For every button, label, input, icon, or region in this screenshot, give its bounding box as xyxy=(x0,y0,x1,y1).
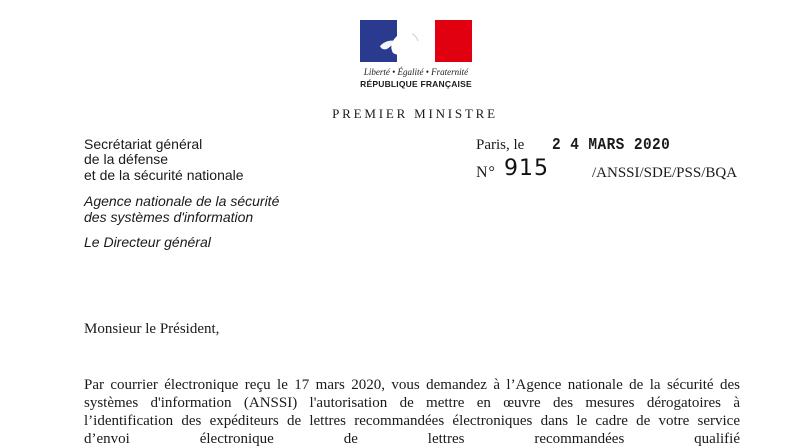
handwritten-letter-number: 915 xyxy=(504,156,549,181)
body-text-line: l’identification des expéditeurs de lettres recommandées électroniques dans le cadre de votre service xyxy=(84,413,740,429)
date-stamp: 2 4 MARS 2020 xyxy=(552,136,671,155)
number-prefix: N° xyxy=(476,164,496,181)
republic-name: RÉPUBLIQUE FRANÇAISE xyxy=(360,79,472,89)
agency-line: Agence nationale de la sécurité xyxy=(84,193,280,209)
agency-line: des systèmes d'information xyxy=(84,209,254,225)
place-label: Paris, le xyxy=(476,137,525,153)
sender-line: et de la sécurité nationale xyxy=(84,167,244,183)
republique-francaise-logo xyxy=(357,20,475,94)
reference-code: /ANSSI/SDE/PSS/BQA xyxy=(592,165,738,181)
ministry-heading: PREMIER MINISTRE xyxy=(332,106,498,121)
sender-title: Le Directeur général xyxy=(84,234,211,250)
body-text-line: d’envoi électronique de lettres recommandées qualifié xyxy=(84,431,740,447)
marianne-flag-icon xyxy=(360,20,472,62)
republic-motto: Liberté • Égalité • Fraternité xyxy=(363,67,469,77)
salutation: Monsieur le Président, xyxy=(84,321,220,337)
sender-line: Secrétariat général xyxy=(84,136,203,152)
body-text-line: Par courrier électronique reçu le 17 mars 2020, vous demandez à l’Agence nationale de la sécurité des xyxy=(84,377,740,393)
body-text-line: systèmes d'information (ANSSI) l'autorisation de mettre en œuvre des mesures dérogatoires à xyxy=(84,395,740,411)
sender-line: de la défense xyxy=(84,151,169,167)
